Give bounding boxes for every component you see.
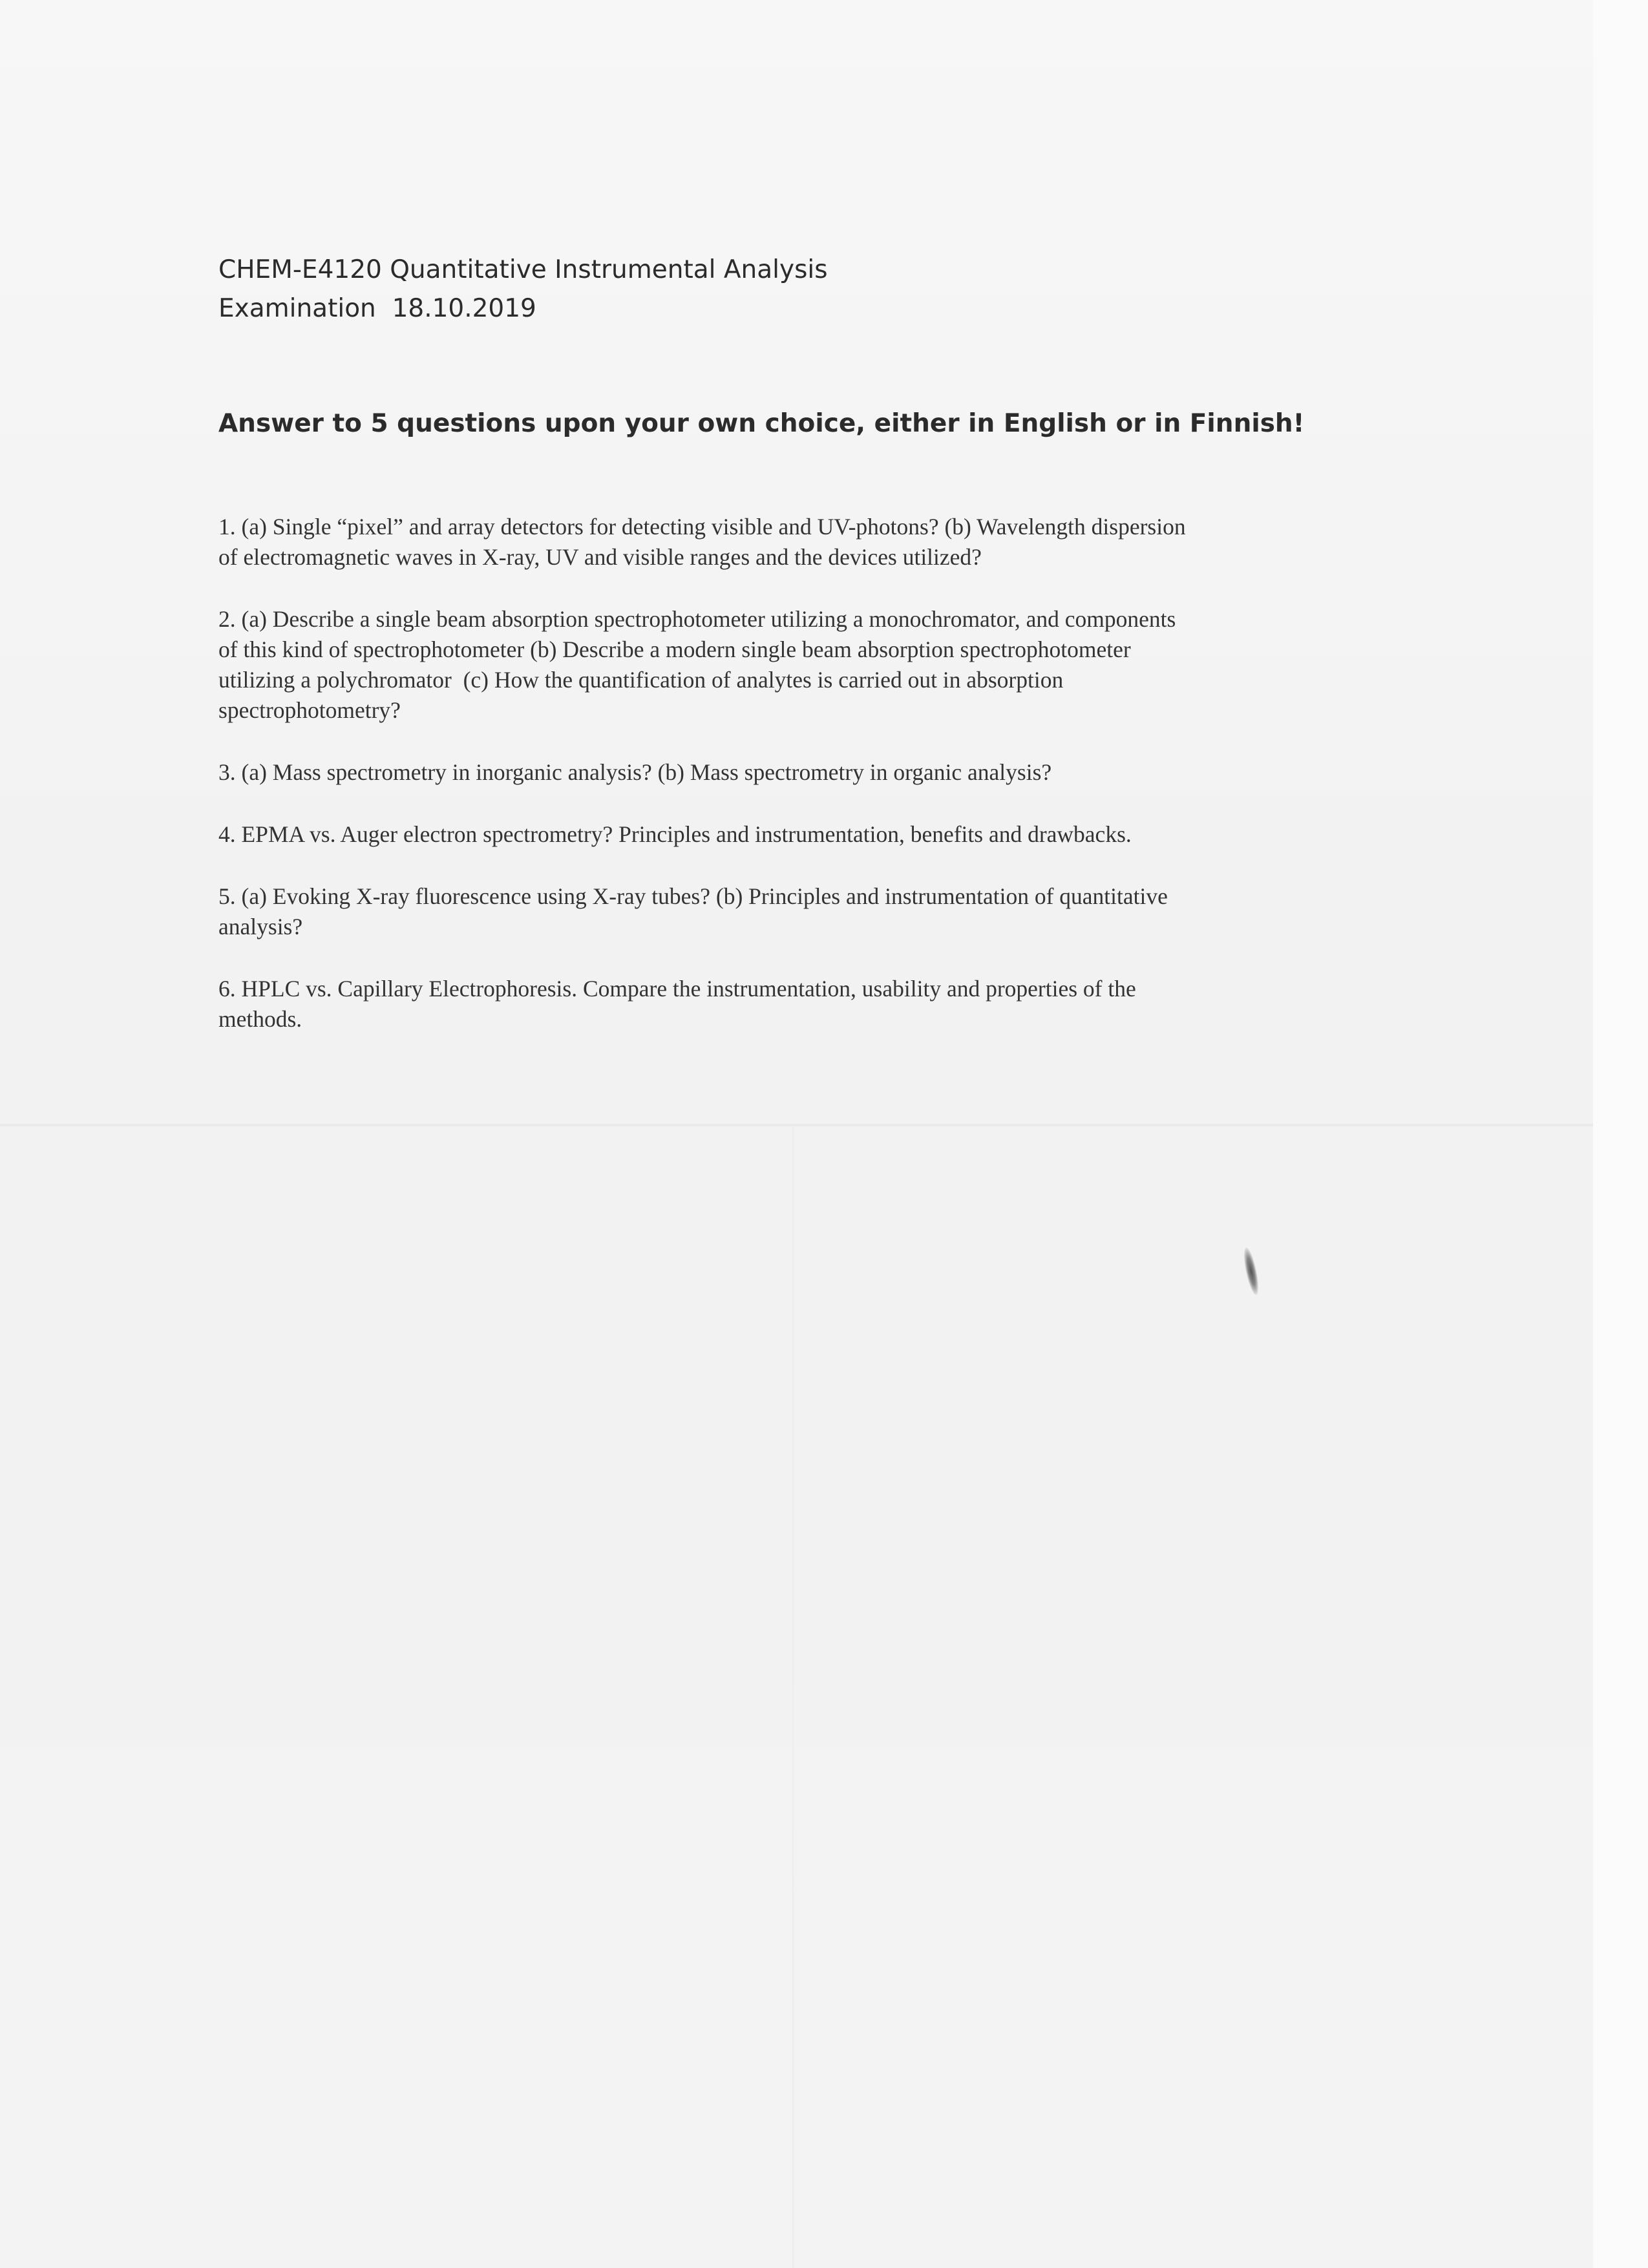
question-line: of this kind of spectrophotometer (b) Describe a modern single beam absorption spectrophotometer: [218, 636, 1131, 662]
question-line: spectrophotometry?: [218, 697, 401, 723]
exam-instruction: Answer to 5 questions upon your own choice, either in English or in Finnish!: [218, 409, 1305, 438]
question-line: 2. (a) Describe a single beam absorption spectrophotometer utilizing a monochromator, and components: [218, 606, 1176, 632]
horizontal-fold-line: [0, 1123, 1593, 1127]
question-line: 1. (a) Single “pixel” and array detectors for detecting visible and UV-photons? (b) Wavelength dispersion: [218, 514, 1186, 540]
course-title: CHEM-E4120 Quantitative Instrumental Analysis: [218, 255, 828, 284]
question-line: methods.: [218, 1006, 302, 1032]
question-line: 6. HPLC vs. Capillary Electrophoresis. Compare the instrumentation, usability and properties of the: [218, 976, 1136, 1002]
question-line: of electromagnetic waves in X-ray, UV and visible ranges and the devices utilized?: [218, 544, 982, 570]
scan-edge: [1593, 0, 1648, 2268]
question-3: [218, 757, 1375, 788]
question-line: 5. (a) Evoking X-ray fluorescence using X-ray tubes? (b) Principles and instrumentation of quantitative: [218, 883, 1168, 909]
question-line: 4. EPMA vs. Auger electron spectrometry? Principles and instrumentation, benefits and drawbacks.: [218, 821, 1132, 847]
exam-header: [218, 251, 828, 328]
question-line: 3. (a) Mass spectrometry in inorganic analysis? (b) Mass spectrometry in organic analysis?: [218, 759, 1052, 785]
question-1: [218, 512, 1375, 572]
question-list: [218, 512, 1375, 1066]
question-line: utilizing a polychromator (c) How the quantification of analytes is carried out in absorption: [218, 667, 1064, 693]
exam-date-line: Examination 18.10.2019: [218, 294, 536, 323]
vertical-fold-line: [792, 1128, 794, 2268]
question-line: analysis?: [218, 914, 303, 940]
question-6: [218, 974, 1375, 1034]
question-2: [218, 604, 1375, 726]
question-5: [218, 881, 1375, 942]
question-4: [218, 819, 1375, 850]
